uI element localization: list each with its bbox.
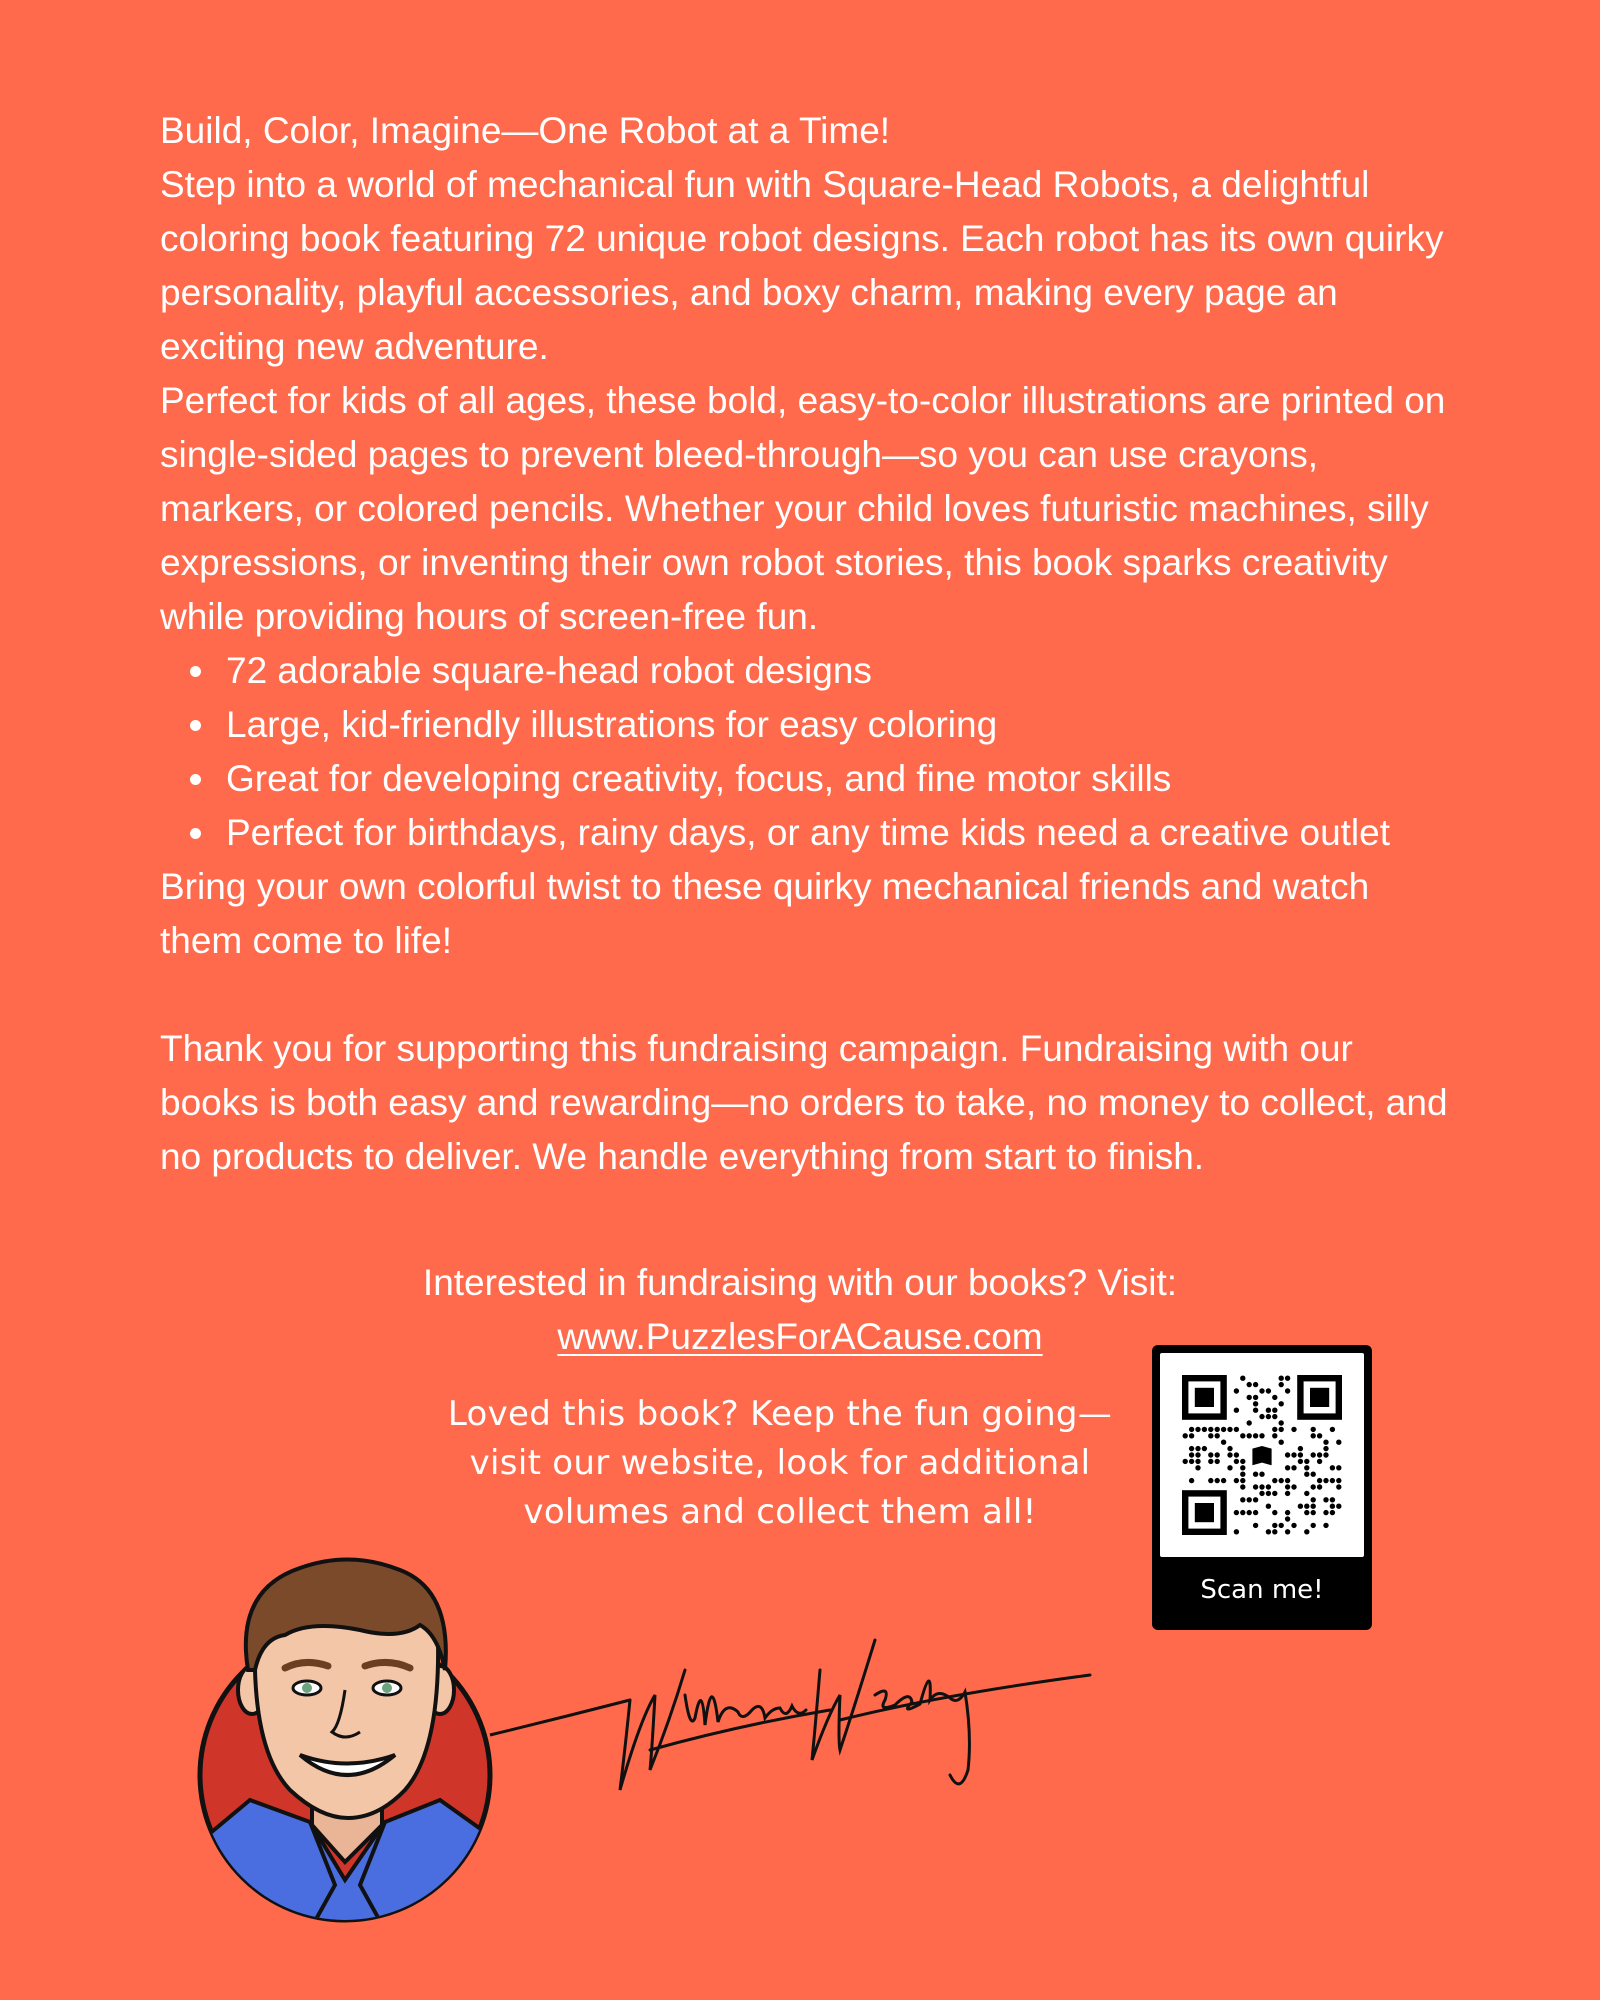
- qr-code-graphic: [1160, 1353, 1364, 1557]
- paragraph-spacer: [160, 968, 1460, 1022]
- fundraising-cta: [300, 1256, 1300, 1364]
- description-intro: Step into a world of mechanical fun with Square-Head Robots, a delightful coloring book featuring 72 unique robot designs. Each robot has its own quirky personality, playful accessories, and boxy charm, making every page an exciting new adventure.: [160, 164, 1444, 367]
- feature-item: Great for developing creativity, focus, and fine motor skills: [160, 752, 1460, 806]
- cta-prompt: Interested in fundraising with our books? Visit:: [422, 1262, 1178, 1303]
- feature-item: Perfect for birthdays, rainy days, or any time kids need a creative outlet: [160, 806, 1460, 860]
- promo-text: Loved this book? Keep the fun going—visit our website, look for additional volumes and collect them all!: [447, 1394, 1113, 1532]
- author-portrait-illustration: [190, 1550, 510, 1930]
- description-details: Perfect for kids of all ages, these bold, easy-to-color illustrations are printed on single-sided pages to prevent bleed-through—so you can use crayons, markers, or colored pencils. Whether your child loves futuristic machines, silly expressions, or inventing their own robot stories, this book sparks creativity while providing hours of screen-free fun.: [160, 380, 1446, 637]
- website-link[interactable]: www.PuzzlesForACause.com: [557, 1316, 1043, 1357]
- feature-list: [160, 644, 1460, 860]
- feature-item: Large, kid-friendly illustrations for easy coloring: [160, 698, 1460, 752]
- book-description: [160, 104, 1460, 1184]
- qr-code-icon[interactable]: [1160, 1353, 1364, 1557]
- description-heading: Build, Color, Imagine—One Robot at a Time!: [160, 110, 891, 151]
- fundraising-thanks: Thank you for supporting this fundraising campaign. Fundraising with our books is both easy and rewarding—no orders to take, no money to collect, and no products to deliver. We handle everything from start to finish.: [160, 1028, 1448, 1177]
- qr-label: Scan me!: [1200, 1575, 1324, 1605]
- qr-card[interactable]: [1152, 1345, 1372, 1630]
- description-closing: Bring your own colorful twist to these quirky mechanical friends and watch them come to life!: [160, 866, 1370, 961]
- feature-item: 72 adorable square-head robot designs: [160, 644, 1460, 698]
- author-signature: [480, 1600, 1100, 1810]
